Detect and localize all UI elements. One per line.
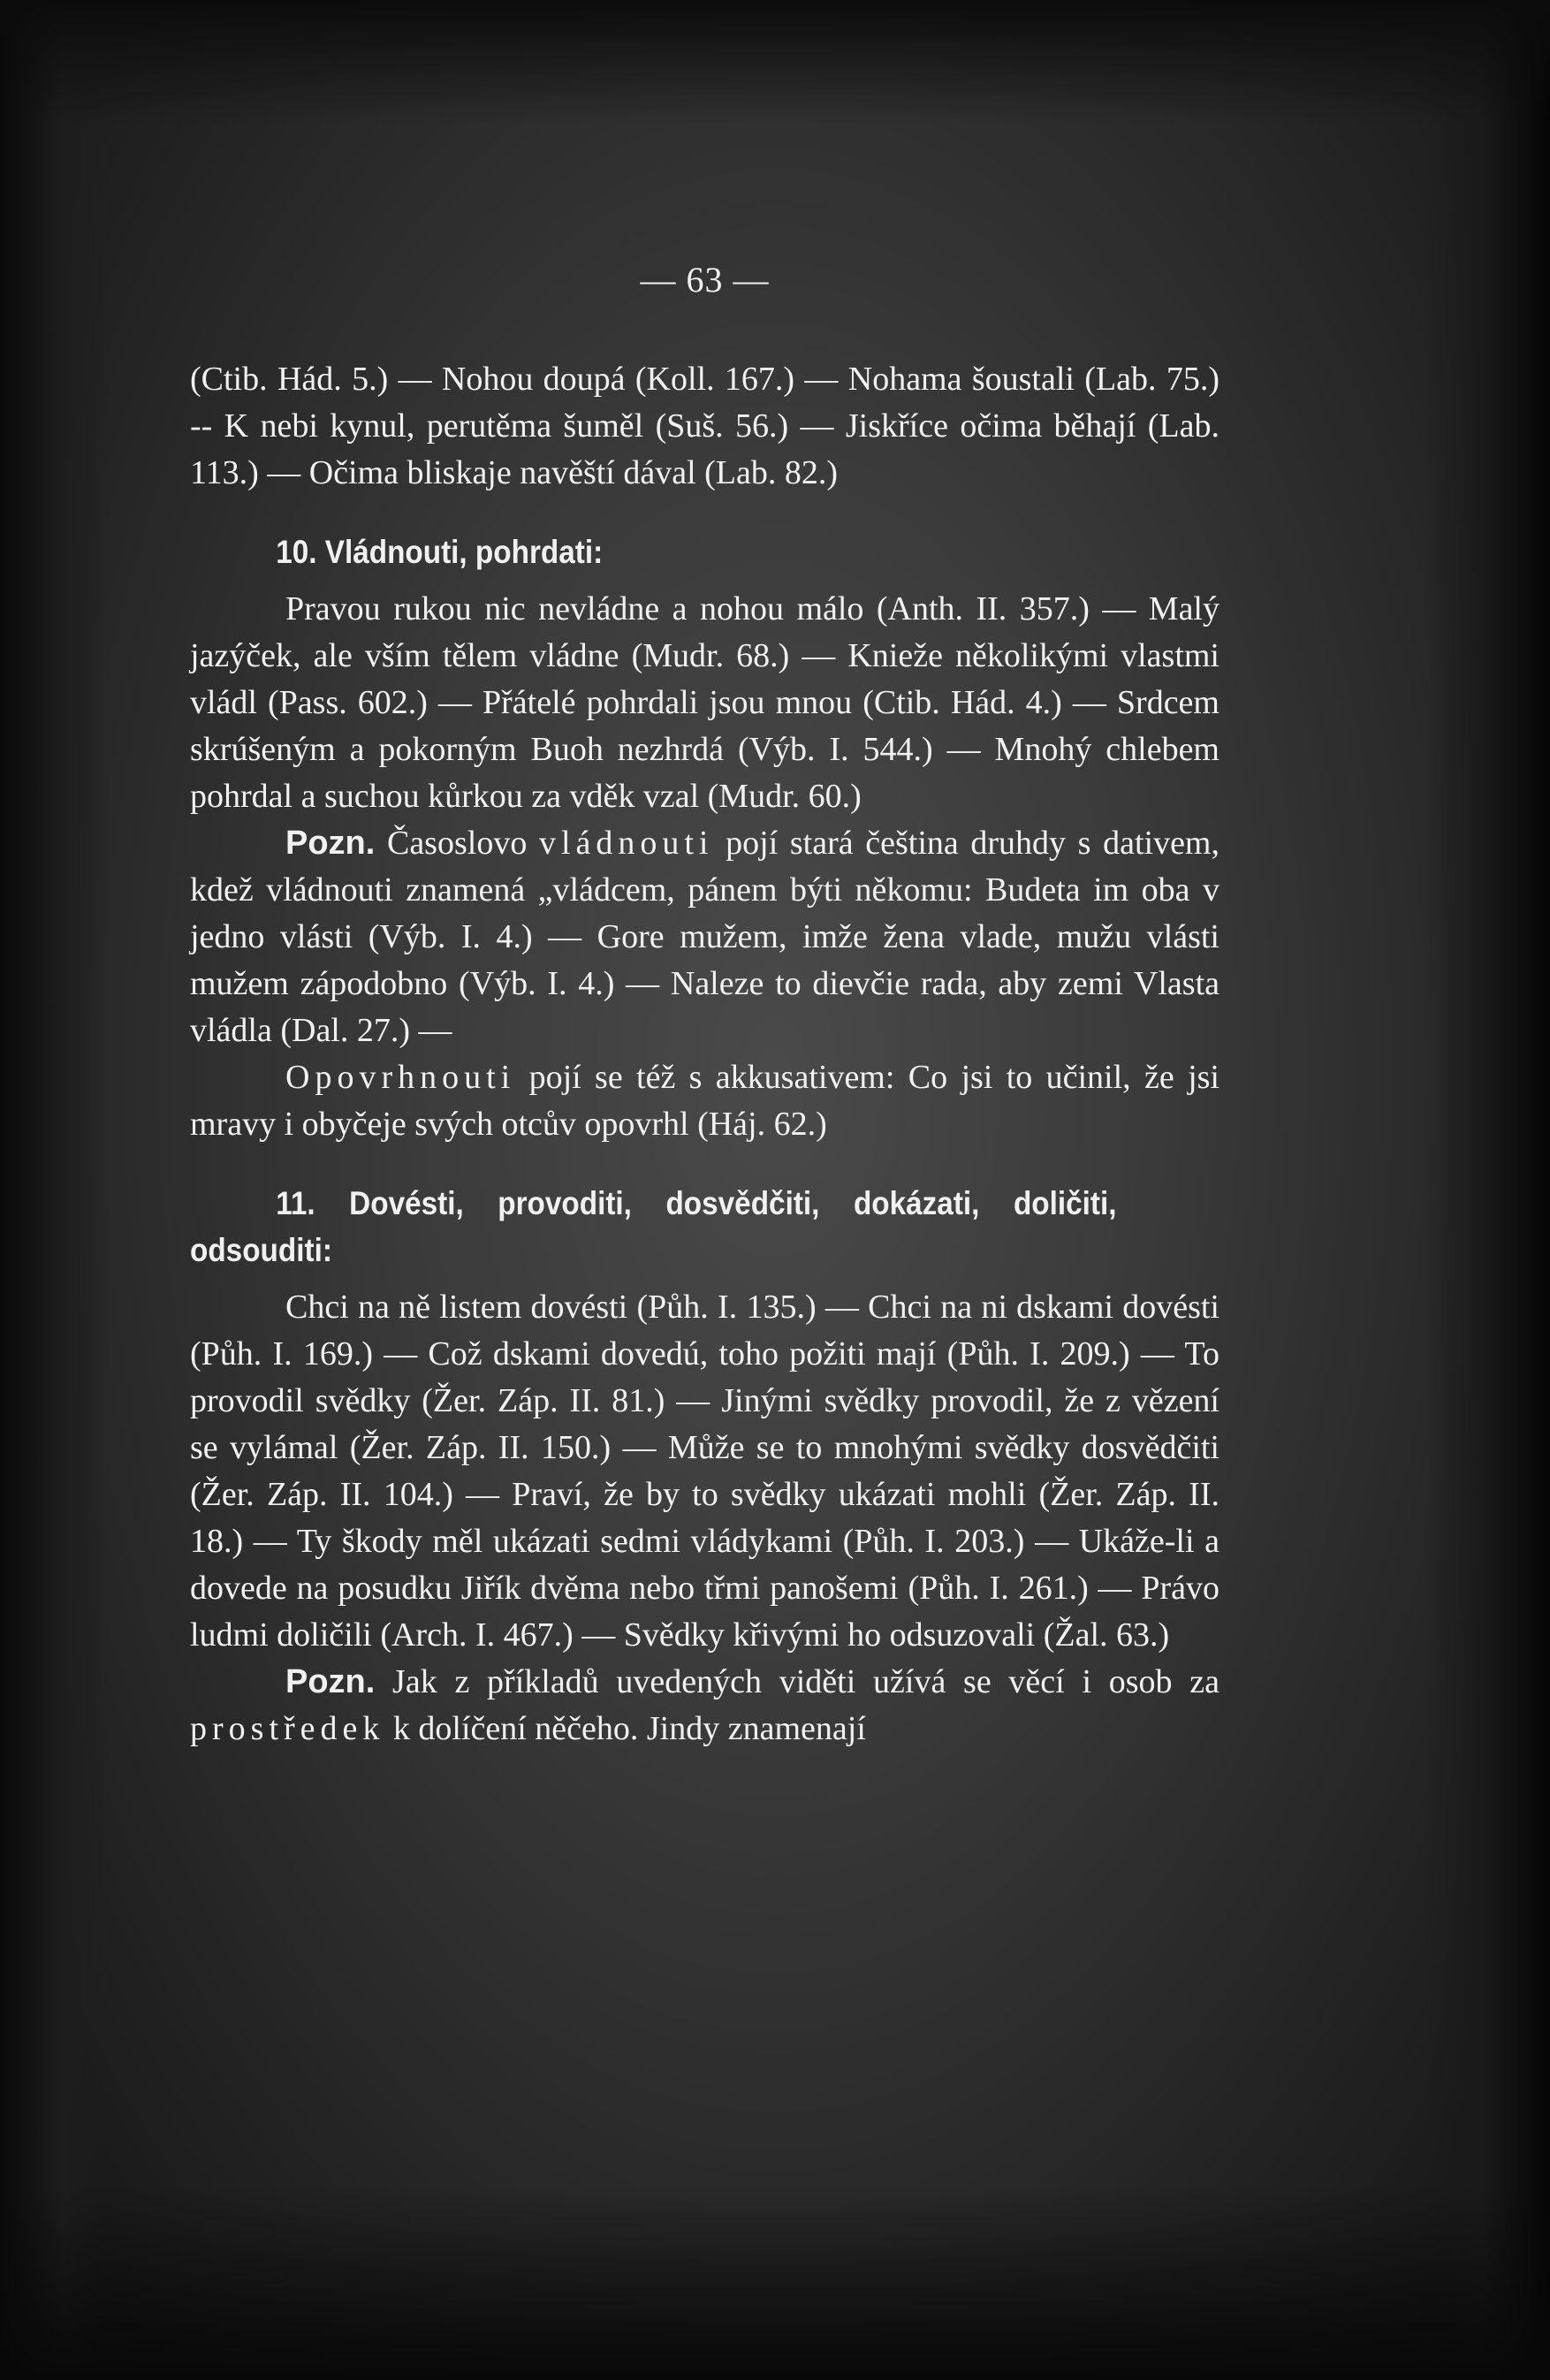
note-label: Pozn. [285,825,376,862]
paragraph-text: pojí se též s akkusativem: Co jsi to učinil, že jsi mravy i obyčeje svých otcův opovrhl (Háj. 62.) [190,1059,1219,1143]
spaced-term: prostředek [190,1710,385,1747]
spaced-term: vládnouti [538,825,714,862]
paragraph-continuation: (Ctib. Hád. 5.) — Nohou doupá (Koll. 167.) — Nohama šoustali (Lab. 75.) -- K nebi kynul, perutěma šuměl (Suš. 56.) — Jiskříce očima běhají (Lab. 113.) — Očima bliskaje navěští dával (Lab. 82.) [190,361,1219,491]
note-text-start: Jak z příkladů uvedených viděti užívá se věcí i osob za [375,1663,1219,1700]
page-shadow-right [1426,0,1550,2380]
section-heading-11: 11. Dovésti, provoditi, dosvědčiti, dokázati, doličiti, odsouditi: [190,1185,1117,1268]
note-text-rest: k dolíčení něčeho. Jindy znamenají [384,1710,866,1747]
paragraph-opovrhnouti [190,1054,1219,1148]
section-heading-10: 10. Vládnouti, pohrdati: [276,534,604,570]
paragraph-dovesti-examples: Chci na ně listem dovésti (Půh. I. 135.) — Chci na ni dskami dovésti (Půh. I. 169.) — Což dskami dovedú, toho požiti mají (Půh. I. 209.) — To provodil svědky (Žer. Záp. II. 81.) — Jinými svědky provodil, že z vězení se vylámal (Žer. Záp. II. 150.) — Může se to mnohými svědky dosvědčiti (Žer. Záp. II. 104.) — Praví, že by to svědky ukázati mohli (Žer. Záp. II. 18.) — Ty škody měl ukázati sedmi vládykami (Půh. I. 203.) — Ukáže-li a dovede na posudku Jiřík dvěma nebo třmi panošemi (Půh. I. 261.) — Právo ludmi doličili (Arch. I. 467.) — Svědky křivými ho odsuzovali (Žal. 63.) [190,1289,1219,1654]
note-label: Pozn. [285,1663,376,1700]
page-shadow-left [0,0,106,2380]
paragraph-vladnouti-examples: Pravou rukou nic nevládne a nohou málo (Anth. II. 357.) — Malý jazýček, ale vším tělem vládne (Mudr. 68.) — Knieže několikými vlastmi vládl (Pass. 602.) — Přátelé pohrdali jsou mnou (Ctib. Hád. 4.) — Srdcem skrúšeným a pokorným Buoh nezhrdá (Výb. I. 544.) — Mnohý chlebem pohrdal a suchou kůrkou za vděk vzal (Mudr. 60.) [190,590,1219,815]
note-paragraph-2 [190,1659,1219,1753]
spaced-term: Opovrhnouti [285,1059,516,1096]
note-text-start: Časoslovo [386,825,539,862]
page-number: — 63 — [640,260,770,300]
page-shadow-bottom [0,2186,1550,2380]
note-paragraph-1 [190,820,1219,1054]
page-shadow-top [0,0,1550,124]
note-text-rest: pojí stará čeština druhdy s dativem, kdež vládnouti znamená „vládcem, pánem býti někomu: Budeta im oba v jedno vlásti (Výb. I. 4.) — Gore mužem, imže žena vlade, mužu vlásti mužem zápodobno (Výb. I. 4.) — Naleze to dievčie rada, aby zemi Vlasta vládla (Dal. 27.) — [190,825,1219,1049]
text-column [190,256,1219,1753]
